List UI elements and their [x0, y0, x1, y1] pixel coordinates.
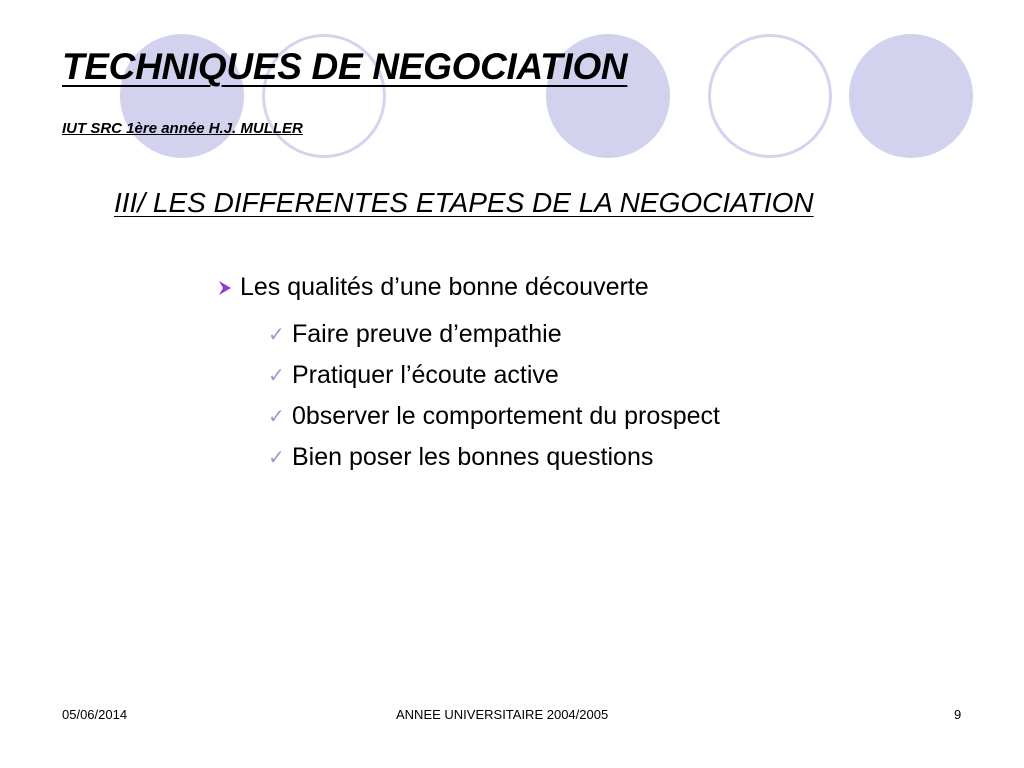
sub-bullet-item [268, 314, 720, 355]
checkmark-icon: ✓ [268, 364, 285, 387]
checkmark-icon: ✓ [268, 446, 285, 469]
checkmark-icon: ✓ [268, 405, 285, 428]
slide-title: TECHNIQUES DE NEGOCIATION [62, 46, 628, 87]
slide-subtitle: IUT SRC 1ère année H.J. MULLER [62, 120, 303, 137]
main-bullet [216, 273, 649, 302]
main-bullet-text: Les qualités d’une bonne découverte [240, 273, 649, 301]
sub-bullet-list [268, 314, 720, 478]
sub-bullet-text: Bien poser les bonnes questions [292, 443, 654, 471]
sub-bullet-text: Faire preuve d’empathie [292, 320, 562, 348]
sub-bullet-text: 0bserver le comportement du prospect [292, 402, 720, 430]
sub-bullet-item [268, 437, 720, 478]
footer-date: 05/06/2014 [62, 707, 128, 722]
sub-bullet-item [268, 355, 720, 396]
section-heading: III/ LES DIFFERENTES ETAPES DE LA NEGOCIATION [114, 187, 814, 218]
checkmark-icon: ✓ [268, 323, 285, 346]
decorative-circle-outline [708, 34, 832, 158]
arrow-bullet-icon [216, 279, 234, 297]
footer-center-text: ANNEE UNIVERSITAIRE 2004/2005 [396, 707, 609, 722]
sub-bullet-text: Pratiquer l’écoute active [292, 361, 559, 389]
sub-bullet-item [268, 396, 720, 437]
page-number: 9 [954, 707, 962, 722]
decorative-circle-filled [849, 34, 973, 158]
